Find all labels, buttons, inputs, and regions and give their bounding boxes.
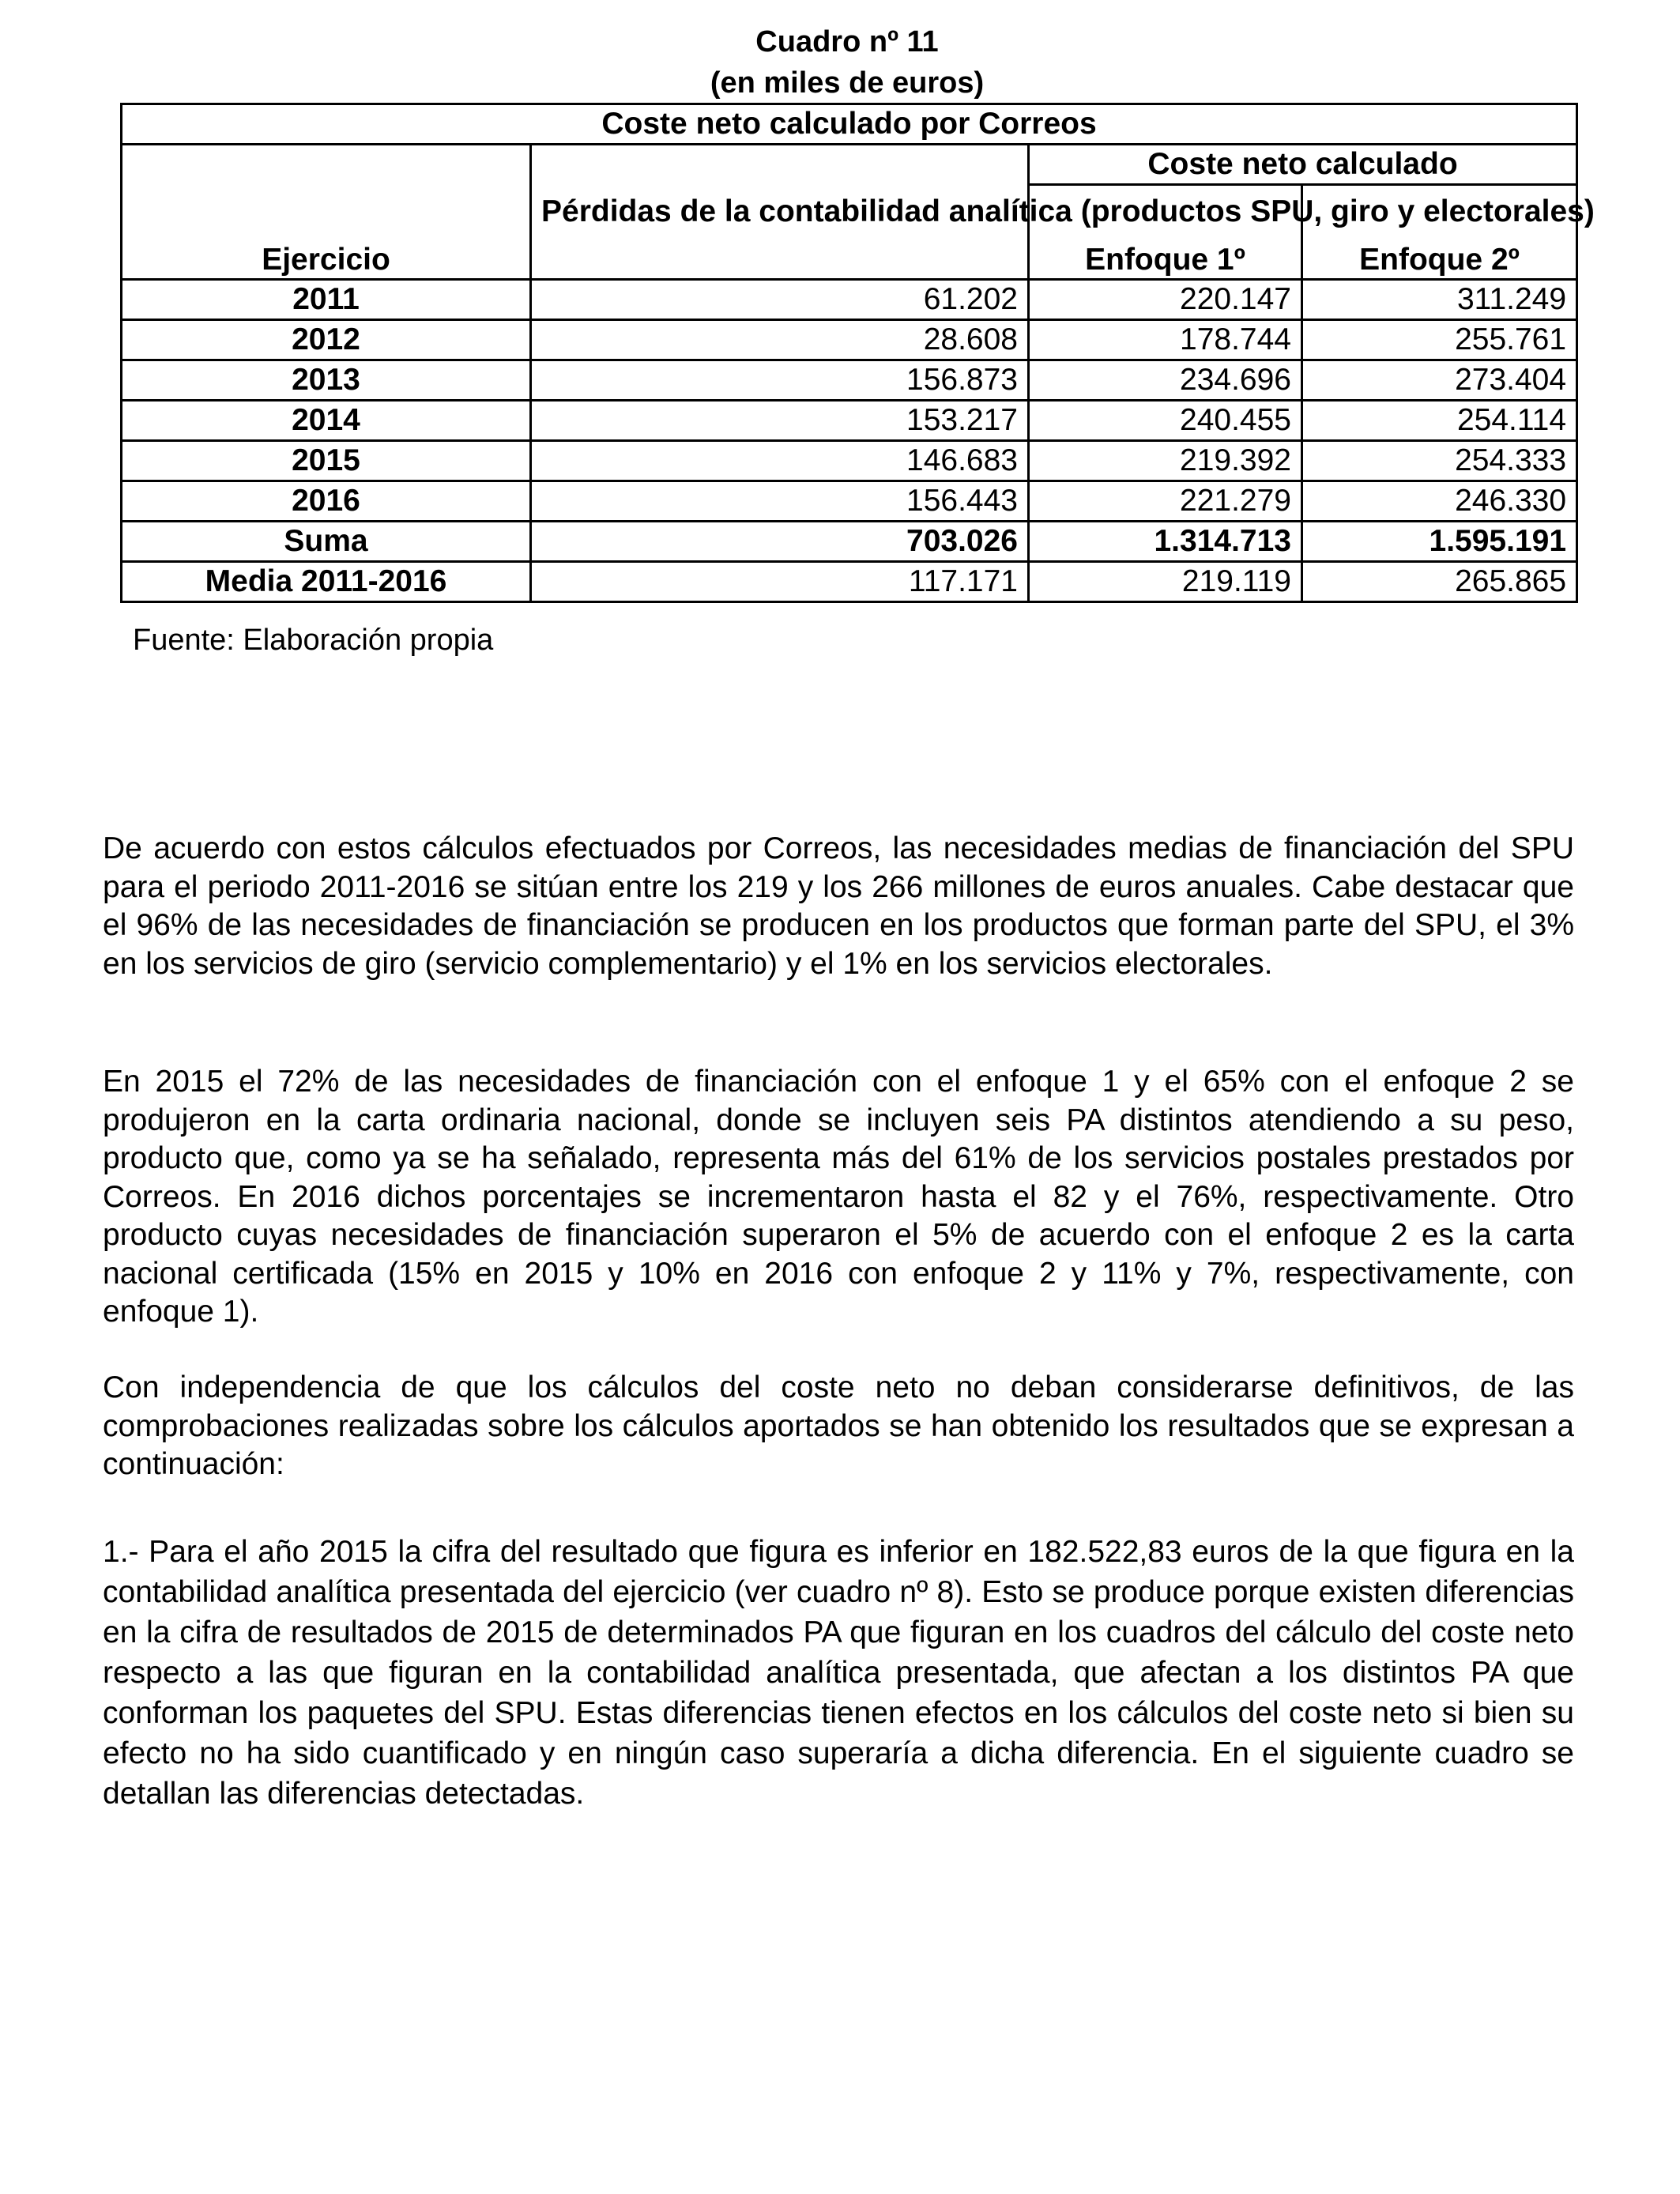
table-row <box>122 441 1577 481</box>
column-header-enfoque1: Enfoque 1º <box>1029 185 1302 280</box>
cell-enfoque2: 255.761 <box>1302 320 1577 360</box>
row-label: 2012 <box>122 320 531 360</box>
table-header-row <box>122 104 1577 145</box>
table-source-note: Fuente: Elaboración propia <box>133 624 494 657</box>
cell-enfoque2: 254.114 <box>1302 401 1577 441</box>
cell-enfoque1: 220.147 <box>1029 280 1302 320</box>
table-row <box>122 280 1577 320</box>
body-paragraph: Con independencia de que los cálculos del coste neto no deban considerarse definitivos, de las comprobaciones realizadas sobre los cálculos aportados se han obtenido los resultados que se expresan a continuación: <box>103 1370 1574 1481</box>
table-row <box>122 481 1577 522</box>
column-header-enfoque2: Enfoque 2º <box>1302 185 1577 280</box>
cell-perdidas: 117.171 <box>531 562 1029 602</box>
cell-perdidas: 156.443 <box>531 481 1029 522</box>
table-row <box>122 320 1577 360</box>
row-label: Media 2011-2016 <box>122 562 531 602</box>
table-caption-subtitle: (en miles de euros) <box>710 66 985 100</box>
net-cost-table <box>120 103 1595 603</box>
table-row-sum <box>122 522 1577 562</box>
row-label: 2016 <box>122 481 531 522</box>
cell-enfoque1: 219.119 <box>1029 562 1302 602</box>
cell-enfoque1: 219.392 <box>1029 441 1302 481</box>
table-caption-title: Cuadro nº 11 <box>755 25 939 58</box>
cell-enfoque1: 178.744 <box>1029 320 1302 360</box>
column-header-coste-neto: Coste neto calculado <box>1029 145 1577 185</box>
cell-enfoque1: 1.314.713 <box>1029 522 1302 562</box>
body-paragraph: De acuerdo con estos cálculos efectuados por Correos, las necesidades medias de financiación del SPU para el periodo 2011-2016 se sitúan entre los 219 y los 266 millones de euros anuales. Cabe destacar que el 96% de las necesidades de financiación se producen en los productos que forman parte del SPU, el 3% en los servicios de giro (servicio complementario) y el 1% en los servicios electorales. <box>103 831 1574 981</box>
cell-enfoque2: 273.404 <box>1302 360 1577 401</box>
cell-perdidas: 61.202 <box>531 280 1029 320</box>
column-header-perdidas: Pérdidas de la contabilidad analítica (productos SPU, giro y electorales) <box>531 145 1029 280</box>
cell-enfoque1: 221.279 <box>1029 481 1302 522</box>
row-label: Suma <box>122 522 531 562</box>
table-row <box>122 401 1577 441</box>
table-row <box>122 360 1577 401</box>
cell-enfoque1: 234.696 <box>1029 360 1302 401</box>
table-row-average <box>122 562 1577 602</box>
row-label: 2013 <box>122 360 531 401</box>
cell-enfoque2: 1.595.191 <box>1302 522 1577 562</box>
body-paragraph: 1.- Para el año 2015 la cifra del resultado que figura es inferior en 182.522,83 euros de la que figura en la contabilidad analítica presentada del ejercicio (ver cuadro nº 8). Esto se produce porque existen diferencias en la cifra de resultados de 2015 de determinados PA que figuran en los cuadros del cálculo del coste neto respecto a las que figuran en la contabilidad analítica presentada, que afectan a los distintos PA que conforman los paquetes del SPU. Estas diferencias tienen efectos en los cálculos del coste neto si bien su efecto no ha sido cuantificado y en ningún caso superaría a dicha diferencia. En el siguiente cuadro se detallan las diferencias detectadas. <box>103 1535 1574 1811</box>
cell-perdidas: 156.873 <box>531 360 1029 401</box>
row-label: 2015 <box>122 441 531 481</box>
cell-perdidas: 703.026 <box>531 522 1029 562</box>
table-main-header: Coste neto calculado por Correos <box>122 104 1577 145</box>
cell-enfoque2: 254.333 <box>1302 441 1577 481</box>
cell-perdidas: 146.683 <box>531 441 1029 481</box>
column-header-ejercicio: Ejercicio <box>122 145 531 280</box>
body-paragraph: En 2015 el 72% de las necesidades de financiación con el enfoque 1 y el 65% con el enfoque 2 se produjeron en la carta ordinaria nacional, donde se incluyen seis PA distintos atendiendo a su peso, producto que, como ya se ha señalado, representa más del 61% de los servicios postales prestados por Correos. En 2016 dichos porcentajes se incrementaron hasta el 82 y el 76%, respectivamente. Otro producto cuyas necesidades de financiación superaron el 5% de acuerdo con el enfoque 2 es la carta nacional certificada (15% en 2015 y 10% en 2016 con enfoque 2 y 11% y 7%, respectivamente, con enfoque 1). <box>103 1065 1574 1329</box>
cell-enfoque1: 240.455 <box>1029 401 1302 441</box>
cell-enfoque2: 265.865 <box>1302 562 1577 602</box>
cell-perdidas: 153.217 <box>531 401 1029 441</box>
cell-perdidas: 28.608 <box>531 320 1029 360</box>
cell-enfoque2: 246.330 <box>1302 481 1577 522</box>
row-label: 2014 <box>122 401 531 441</box>
table-header-row <box>122 145 1577 185</box>
row-label: 2011 <box>122 280 531 320</box>
cell-enfoque2: 311.249 <box>1302 280 1577 320</box>
